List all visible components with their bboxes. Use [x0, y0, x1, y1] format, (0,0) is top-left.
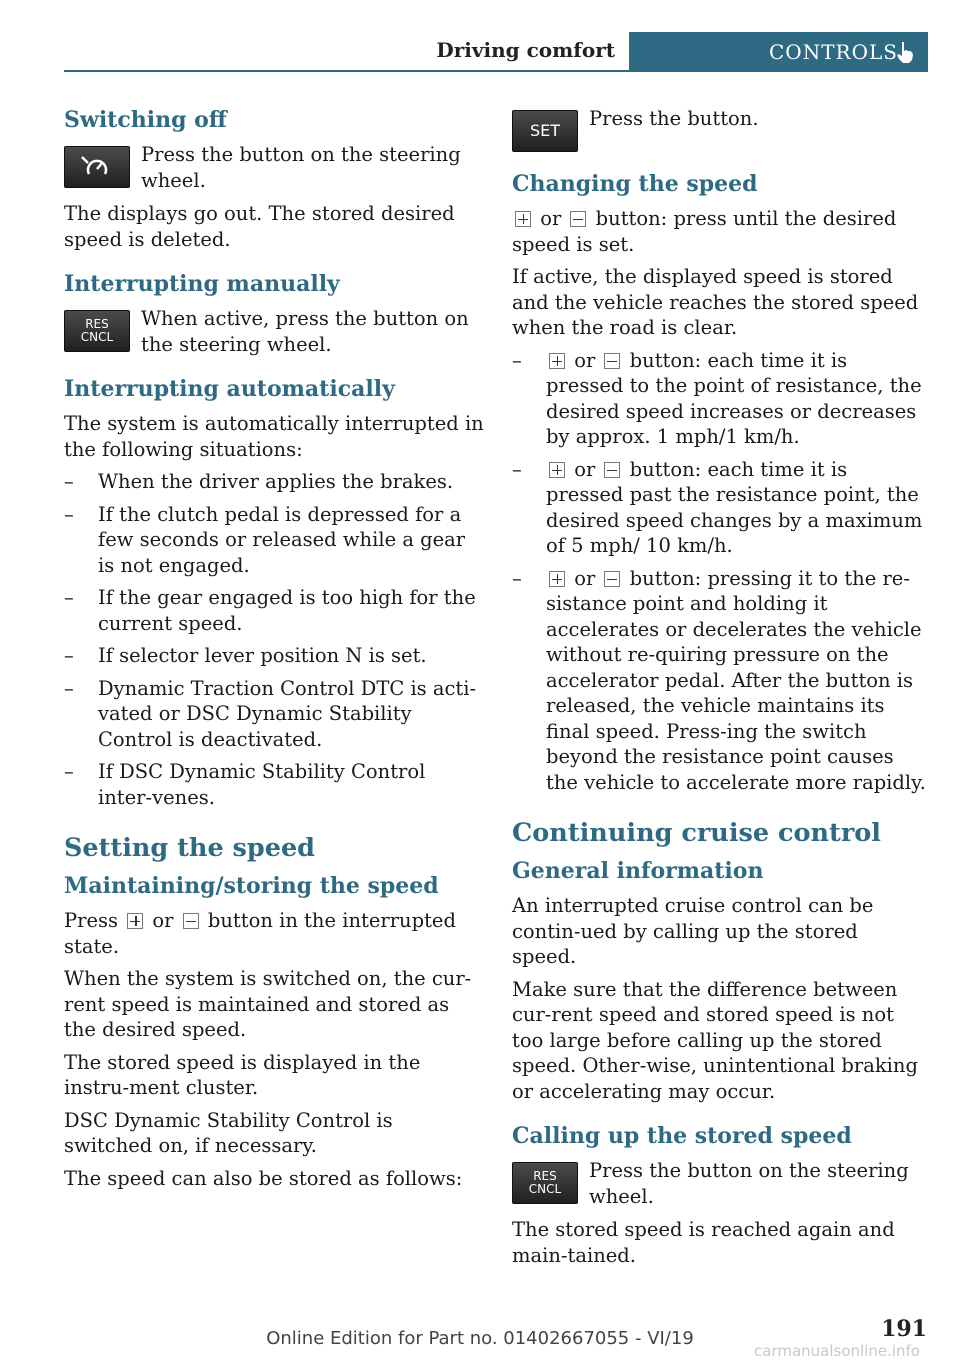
- heading-continuing-cruise-control: Continuing cruise control: [512, 818, 881, 848]
- switch-off-paragraph: The displays go out. The stored desired speed is deleted.: [64, 202, 455, 251]
- res-label: RES: [533, 1169, 557, 1183]
- calling-instruction: Press the button on the steering wheel.: [589, 1159, 909, 1208]
- set-button-image: [512, 110, 578, 152]
- watermark: carmanualsonline.info: [754, 1342, 920, 1360]
- cruise-off-icon: [79, 154, 115, 180]
- heading-general-information: General information: [512, 858, 764, 884]
- switch-off-button-row: [64, 142, 484, 193]
- list-item: – If selector lever position N is set.: [64, 644, 427, 667]
- chapter-tab: [629, 32, 928, 72]
- plus-button-icon: [549, 571, 565, 587]
- plus-button-icon: [515, 211, 531, 227]
- interrupt-auto-intro: The system is automatically interrupted in the following situations:: [64, 412, 484, 461]
- res-cncl-button-image: [512, 1162, 578, 1204]
- plus-button-icon: [549, 462, 565, 478]
- setting-paragraph-2: When the system is switched on, the cur‐rent speed is maintained and stored as the desired speed.: [64, 967, 472, 1041]
- page-number: 191: [881, 1316, 927, 1342]
- minus-button-icon: [570, 211, 586, 227]
- hand-pointer-icon: [894, 40, 916, 64]
- interrupt-instruction: When active, press the button on the steering wheel.: [141, 307, 469, 356]
- minus-button-icon: [604, 353, 620, 369]
- interrupt-button-row: [64, 306, 484, 357]
- list-item: – or button: each time it is pressed to the point of resistance, the desired speed increases or decreases by approx. 1 mph/1 km/h.: [512, 348, 922, 448]
- res-cncl-button-image: [64, 310, 130, 352]
- set-label: SET: [529, 121, 561, 141]
- changing-paragraph-2: If active, the displayed speed is stored and the vehicle reaches the stored speed when the road is clear.: [512, 265, 919, 339]
- list-item: – When the driver applies the brakes.: [64, 470, 454, 493]
- left-column: [64, 106, 484, 1198]
- res-label: RES: [85, 317, 109, 331]
- continuing-paragraph-2: Make sure that the difference between cur‐rent speed and stored speed is not too large before calling up the stored speed. Other‐wise, unintentional braking or accelerating may occur.: [512, 977, 918, 1103]
- heading-switching-off: Switching off: [64, 107, 227, 133]
- calling-paragraph: The stored speed is reached again and main‐tained.: [512, 1218, 895, 1267]
- set-instruction: Press the button.: [589, 107, 759, 130]
- calling-button-row: [512, 1158, 928, 1209]
- heading-calling-stored-speed: Calling up the stored speed: [512, 1123, 852, 1149]
- plus-button-icon: [127, 913, 143, 929]
- list-item: – or button: each time it is pressed past the resistance point, the desired speed changes by a maximum of 5 mph/ 10 km/h.: [512, 457, 923, 557]
- minus-button-icon: [604, 462, 620, 478]
- changing-list: [512, 348, 928, 796]
- cncl-label: CNCL: [80, 330, 114, 344]
- switch-off-instruction: Press the button on the steering wheel.: [141, 143, 461, 192]
- setting-paragraph-4: DSC Dynamic Stability Control is switched on, if necessary.: [64, 1108, 393, 1157]
- list-item: – If DSC Dynamic Stability Control inter‐venes.: [64, 760, 426, 809]
- footer-edition: Online Edition for Part no. 01402667055 - VI/19: [266, 1328, 694, 1349]
- list-item: – If the gear engaged is too high for the current speed.: [64, 586, 476, 635]
- list-item: – If the clutch pedal is depressed for a few seconds or released while a gear is not engaged.: [64, 502, 466, 577]
- list-item: – or button: pressing it to the re‐sistance point and holding it accelerates or decelerates the vehicle without re‐quiring pressure on the accelerator pedal. After the button is released, the vehicle maintains its final speed. Press‐ing the switch beyond the resistance point causes the vehicle to accelerate more rapidly.: [512, 566, 926, 794]
- heading-maintaining-speed: Maintaining/storing the speed: [64, 873, 439, 899]
- set-button-row: [512, 106, 928, 152]
- plus-button-icon: [549, 353, 565, 369]
- chapter-label: CONTROLS: [769, 40, 898, 64]
- heading-interrupting-manually: Interrupting manually: [64, 271, 340, 297]
- cruise-off-button-image: [64, 146, 130, 188]
- minus-button-icon: [604, 571, 620, 587]
- heading-interrupting-automatically: Interrupting automatically: [64, 376, 395, 402]
- right-column: [512, 106, 928, 1275]
- cncl-label: CNCL: [528, 1182, 562, 1196]
- setting-paragraph-3: The stored speed is displayed in the instru‐ment cluster.: [64, 1050, 421, 1099]
- list-item: – Dynamic Traction Control DTC is acti‐vated or DSC Dynamic Stability Control is deactivated.: [64, 676, 477, 751]
- minus-button-icon: [183, 913, 199, 929]
- heading-changing-speed: Changing the speed: [512, 171, 758, 197]
- setting-paragraph-5: The speed can also be stored as follows:: [64, 1166, 463, 1190]
- setting-paragraph-1: Press or button in the interrupted state.: [64, 909, 456, 958]
- continuing-paragraph-1: An interrupted cruise control can be contin‐ued by calling up the stored speed.: [512, 894, 874, 968]
- changing-paragraph-1: or button: press until the desired speed is set.: [512, 207, 897, 256]
- interrupt-conditions-list: [64, 469, 484, 810]
- heading-setting-speed: Setting the speed: [64, 833, 316, 863]
- section-title: Driving comfort: [436, 38, 615, 62]
